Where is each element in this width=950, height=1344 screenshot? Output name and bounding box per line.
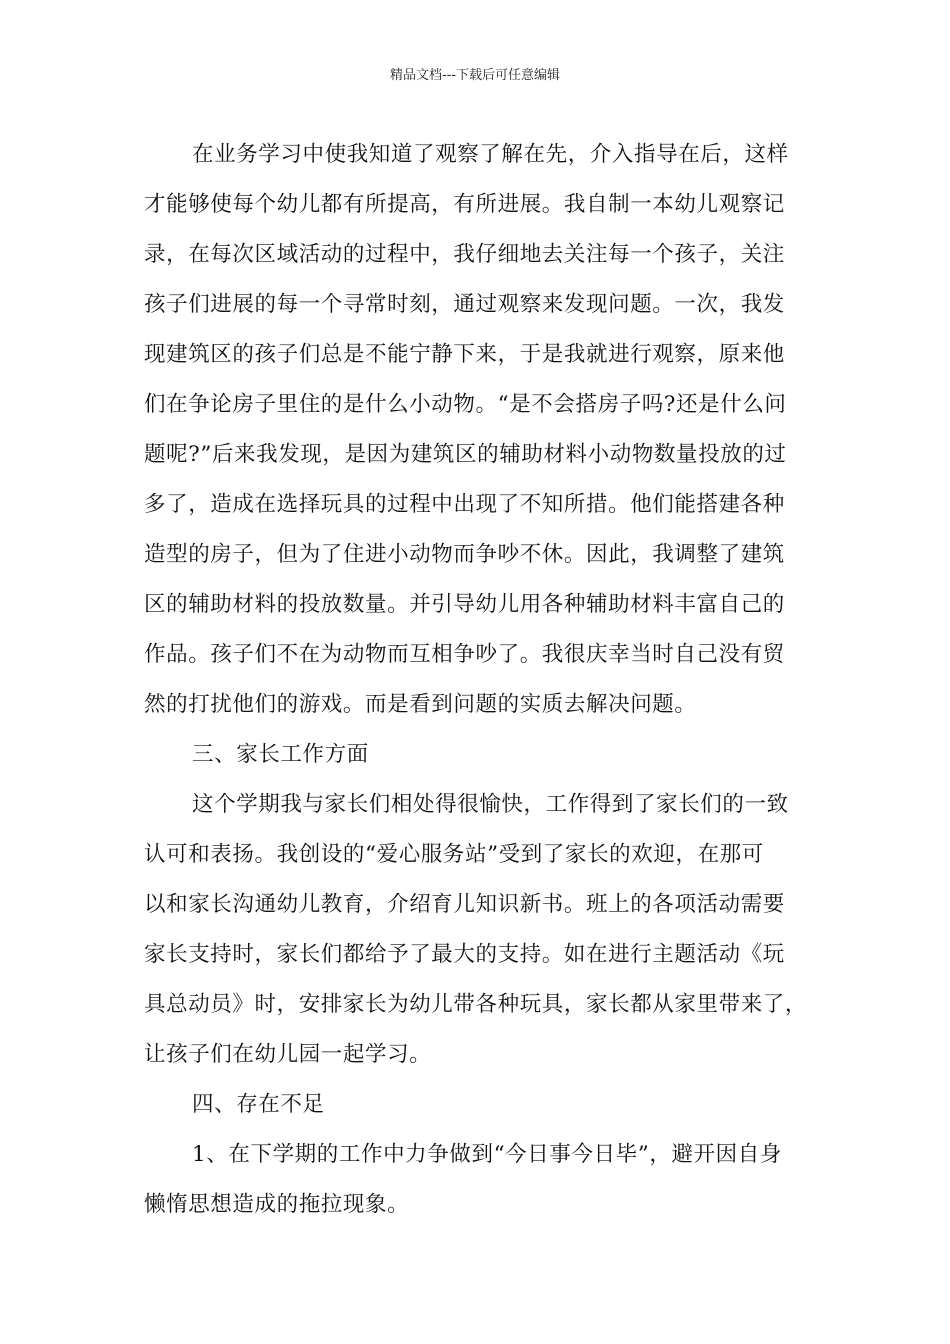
paragraph-line: 现建筑区的孩子们总是不能宁静下来，于是我就进行观察，原来他 (144, 342, 785, 367)
section-heading: 三、家长工作方面 (192, 742, 369, 767)
paragraph-line: 家长支持时，家长们都给予了最大的支持。如在进行主题活动《玩 (144, 942, 785, 967)
paragraph-line: 懒惰思想造成的拖拉现象。 (144, 1192, 410, 1217)
paragraph-line: 区的辅助材料的投放数量。并引导幼儿用各种辅助材料丰富自己的 (144, 592, 785, 617)
paragraph-line: 造型的房子，但为了住进小动物而争吵不休。因此，我调整了建筑 (144, 542, 785, 567)
paragraph-line: 作品。孩子们不在为动物而互相争吵了。我很庆幸当时自己没有贸 (144, 642, 785, 667)
section-heading: 四、存在不足 (192, 1092, 325, 1117)
paragraph-line: 在业务学习中使我知道了观察了解在先，介入指导在后，这样 (192, 142, 789, 167)
paragraph-line: 题呢?”后来我发现，是因为建筑区的辅助材料小动物数量投放的过 (144, 442, 787, 467)
paragraph-line: 以和家长沟通幼儿教育，介绍育儿知识新书。班上的各项活动需要 (144, 892, 785, 917)
document-body (144, 130, 824, 1230)
paragraph-line: 录，在每次区域活动的过程中，我仔细地去关注每一个孩子，关注 (144, 242, 785, 267)
paragraph-line: 让孩子们在幼儿园一起学习。 (144, 1042, 432, 1067)
paragraph-line: 这个学期我与家长们相处得很愉快，工作得到了家长们的一致 (192, 792, 789, 817)
paragraph-line: 多了，造成在选择玩具的过程中出现了不知所措。他们能搭建各种 (144, 492, 785, 517)
paragraph-line: 认可和表扬。我创设的“爱心服务站”受到了家长的欢迎，在那可 (144, 842, 764, 867)
paragraph-line: 才能够使每个幼儿都有所提高，有所进展。我自制一本幼儿观察记 (144, 192, 785, 217)
paragraph-line: 们在争论房子里住的是什么小动物。“是不会搭房子吗?还是什么问 (144, 392, 787, 417)
paragraph-line: 然的打扰他们的游戏。而是看到问题的实质去解决问题。 (144, 692, 697, 717)
paragraph-line: 孩子们进展的每一个寻常时刻，通过观察来发现问题。一次，我发 (144, 292, 785, 317)
page-header: 精品文档---下载后可任意编辑 (389, 68, 561, 83)
paragraph-line: 具总动员》时，安排家长为幼儿带各种玩具，家长都从家里带来了， (144, 992, 808, 1017)
paragraph-line: 1、在下学期的工作中力争做到“今日事今日毕”，避开因自身 (192, 1142, 782, 1167)
